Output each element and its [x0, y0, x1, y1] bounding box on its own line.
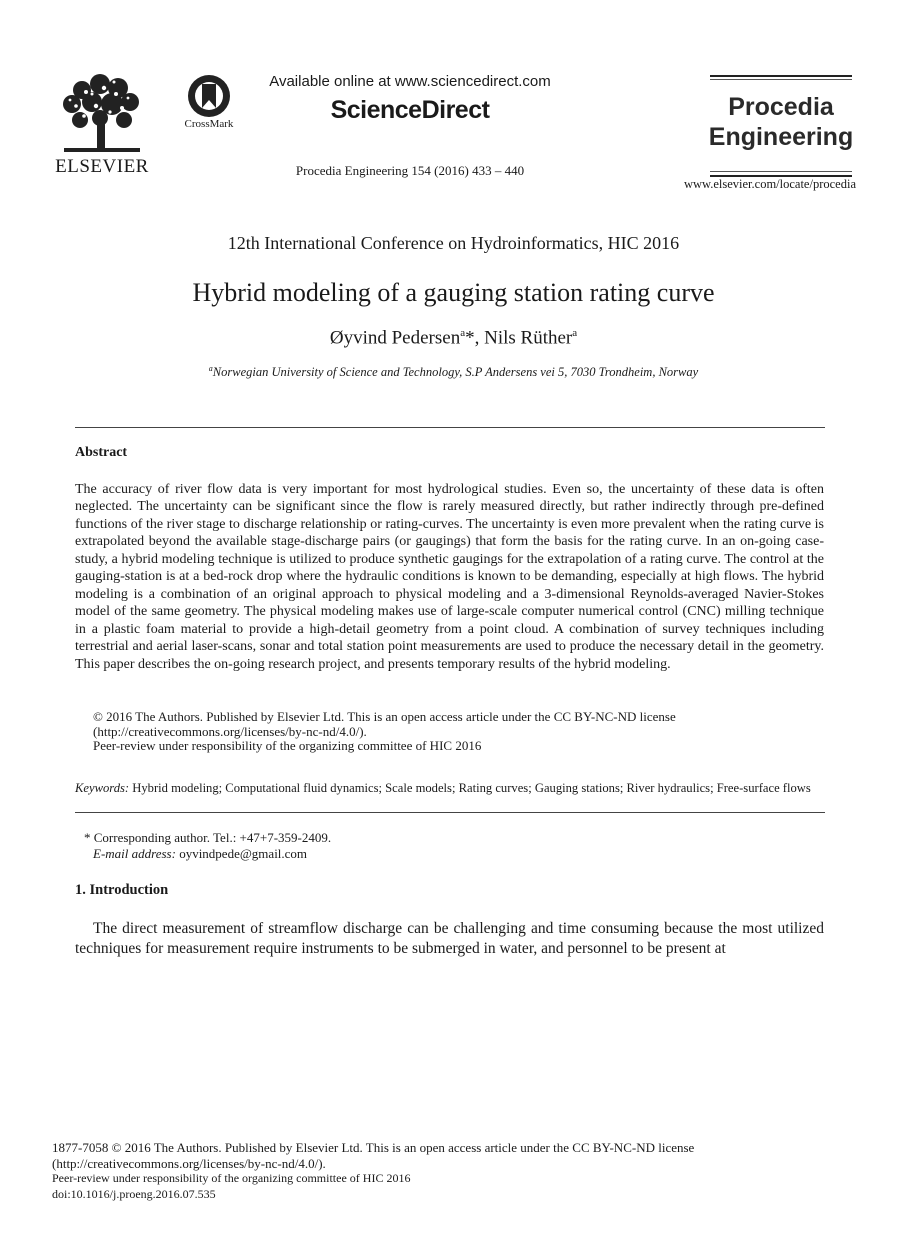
affiliation-marker: a	[208, 364, 213, 373]
footer-copyright: 1877-7058 © 2016 The Authors. Published by Elsevier Ltd. This is an open access article under the CC BY-NC-ND license	[52, 1140, 695, 1155]
keywords-label: Keywords:	[75, 781, 130, 795]
author-name: Øyvind Pedersen	[329, 327, 461, 349]
journal-box-rule	[710, 171, 852, 172]
conference-name: 12th International Conference on Hydroinformatics, HIC 2016	[227, 233, 680, 253]
elsevier-wordmark: ELSEVIER	[55, 156, 149, 177]
journal-url-link[interactable]: www.elsevier.com/locate/procedia	[683, 177, 856, 191]
sciencedirect-logo-text[interactable]: ScienceDirect	[330, 96, 490, 124]
author-separator: ,	[474, 327, 485, 349]
journal-logo	[705, 92, 857, 152]
available-online-line: Available online at www.sciencedirect.com	[269, 73, 551, 90]
affiliation-marker: a	[460, 327, 466, 339]
corresponding-phone: * Corresponding author. Tel.: +47+7-359-2409.	[84, 830, 332, 845]
license-link[interactable]: (http://creativecommons.org/licenses/by-nc-nd/4.0/).	[93, 723, 367, 739]
email-address[interactable]: oyvindpede@gmail.com	[175, 846, 308, 861]
corresponding-author-note	[84, 830, 684, 862]
section-divider	[75, 812, 825, 813]
abstract-heading: Abstract	[75, 445, 128, 460]
keywords	[75, 781, 825, 796]
corresponding-marker[interactable]: *	[465, 327, 475, 349]
introduction-text: The direct measurement of streamflow discharge can be challenging and time consuming because the most utilized techniques for measurement require instruments to be submerged in water, and personnel to be present at	[75, 920, 824, 957]
footer-peer-review: Peer-review under responsibility of the organizing committee of HIC 2016	[52, 1171, 411, 1186]
affiliation-marker: a	[572, 327, 578, 339]
affiliation	[0, 364, 907, 380]
page-footer	[52, 1140, 812, 1203]
peer-review-note: Peer-review under responsibility of the organizing committee of HIC 2016	[93, 738, 482, 753]
copyright-line: © 2016 The Authors. Published by Elsevier Ltd. This is an open access article under the CC BY-NC-ND license	[93, 709, 676, 724]
copyright-notice	[93, 710, 793, 754]
footer-license-link[interactable]: (http://creativecommons.org/licenses/by-nc-nd/4.0/).	[52, 1155, 326, 1171]
journal-box-rule	[710, 75, 852, 77]
crossmark-label: CrossMark	[184, 118, 234, 130]
journal-box-rule	[710, 79, 852, 80]
footer-doi[interactable]: doi:10.1016/j.proeng.2016.07.535	[52, 1187, 216, 1202]
affiliation-text: Norwegian University of Science and Technology, S.P Andersens vei 5, 7030 Trondheim, Norway	[212, 365, 699, 380]
keywords-list: Hybrid modeling; Computational fluid dynamics; Scale models; Rating curves; Gauging stations; River hydraulics; Free-surface flows	[129, 781, 811, 795]
abstract-text: The accuracy of river flow data is very important for most hydrological studies. Even so, the uncertainty of these data is often neglected. The uncertainty can be significant since the flow is rarely measured directly, but rather indirectly through pre-defined functions of the river stage to discharge relationship or rating-curves. The uncertainty is even more prevalent when the rating curve is extrapolated beyond the available stage-discharge pairs (or gaugings) that form the basis for the rating curve. In an on-going case-study, a hybrid modeling technique is utilized to produce synthetic gaugings for the extrapolation of a rating curve. The control at the gauging-station is at a bed-rock drop where the hydraulic conditions is known to be demanding, especially at high flows. The hybrid modeling is a combination of an original approach to physical modeling and a 3-dimensional Reynolds-averaged Navier-Stokes model of the same geometry. The physical modeling makes use of large-scale computer numerical control (CNC) milling technique in a plastic foam material to provide a high-detail geometry from a point cloud. A combination of survey techniques including terrestrial and aerial laser-scans, sonar and total station point measurements are used to produce the necessary detail in the geometry. This paper describes the on-going research project, and presents temporary results of the hybrid modeling.	[75, 482, 824, 672]
section-heading-introduction: 1. Introduction	[75, 882, 169, 898]
paper-title: Hybrid modeling of a gauging station rating curve	[192, 278, 715, 307]
section-divider	[75, 427, 825, 428]
author-list	[0, 327, 907, 349]
author-name: Nils Rüther	[484, 327, 573, 349]
journal-citation: Procedia Engineering 154 (2016) 433 – 440	[295, 163, 525, 178]
email-label: E-mail address:	[93, 846, 176, 861]
journal-name-line2: Engineering	[708, 123, 854, 151]
journal-name-line1: Procedia	[728, 93, 834, 121]
